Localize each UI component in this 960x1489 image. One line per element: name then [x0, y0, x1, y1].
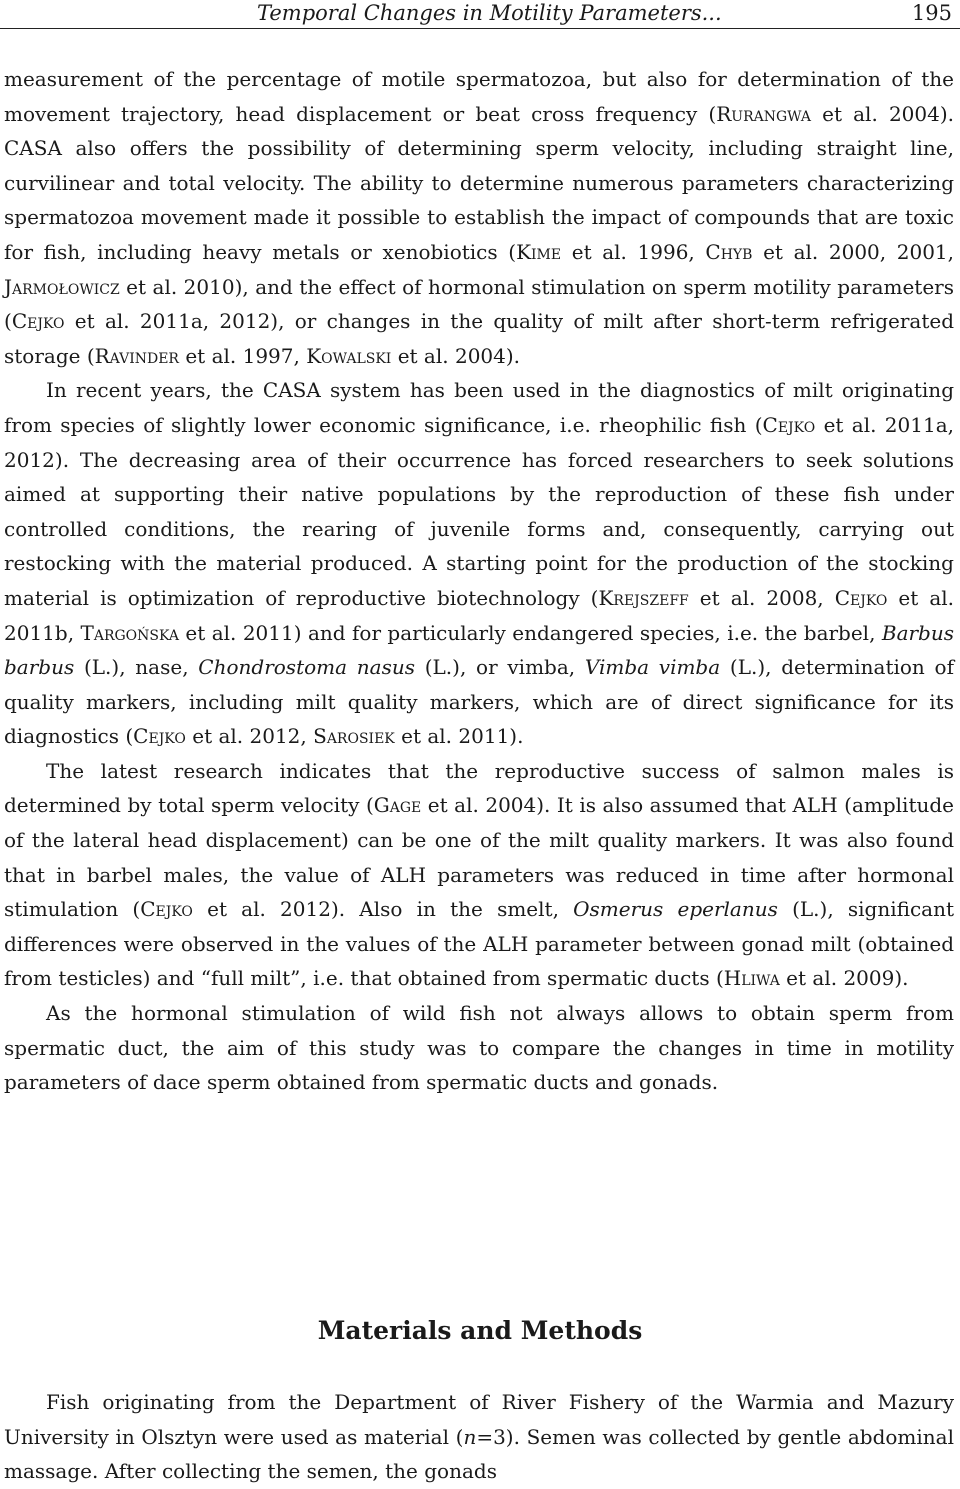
- text-run: et al. 2012). Also in the smelt,: [192, 897, 574, 922]
- species-name: Vimba vimba: [584, 655, 721, 680]
- methods-text: [4, 1385, 954, 1489]
- text-run: =3). Semen was collected by gentle abdominal massage. After collecting the semen, the gonads: [4, 1424, 954, 1484]
- methods-paragraph-1: [4, 1385, 954, 1489]
- author-name: Cejko: [762, 412, 816, 437]
- author-name: Targońska: [80, 620, 179, 645]
- text-run: et al. 2009).: [779, 966, 909, 991]
- text-run: measurement of the percentage of motile spermatozoa, but also for determination of the movement trajectory, head displacement or beat cross frequency (: [4, 67, 954, 126]
- text-run: et al. 2011).: [394, 724, 524, 749]
- text-run: et al. 2004).: [391, 343, 521, 368]
- author-name: Hliwa: [723, 966, 780, 991]
- author-name: Chyb: [705, 239, 753, 264]
- text-run: et al. 2012,: [185, 724, 314, 749]
- author-name: Kime: [516, 239, 562, 264]
- text-run: Fish originating from the Department of River Fishery of the Warmia and Mazury University in Olsztyn were used as material (: [4, 1390, 954, 1449]
- running-title: Temporal Changes in Motility Parameters...: [257, 1, 722, 25]
- paragraph-4: [4, 996, 954, 1100]
- paragraph-2: [4, 373, 954, 754]
- author-name: Sarosiek: [313, 724, 395, 749]
- text-run: As the hormonal stimulation of wild fish not always allows to obtain sperm from spermatic duct, the aim of this study was to compare the changes in time in motility parameters of dace sperm obtained from spermatic ducts and gonads.: [4, 1001, 954, 1095]
- author-name: Cejko: [834, 585, 888, 610]
- author-name: Cejko: [133, 724, 186, 749]
- text-run: (L.), significant differences were observed in the values of the ALH parameter between gonad milt (obtained from testicles) and “full milt”, i.e. that obtained from spermatic ducts (: [4, 897, 954, 991]
- text-run: et al. 2011) and for particularly endangered species, i.e. the barbel,: [179, 620, 882, 645]
- text-run: (L.), determination of quality markers, including milt quality markers, which are of direct significance for its diagnostics (: [4, 655, 954, 749]
- species-name: Chondrostoma nasus: [198, 655, 415, 680]
- species-name: Osmerus eperlanus: [573, 897, 778, 922]
- text-run: (L.), or vimba,: [414, 655, 585, 680]
- text-run: et al. 2011a, 2012), or changes in the quality of milt after short-term refrigerated storage (: [4, 309, 954, 368]
- text-run: (L.), nase,: [74, 655, 199, 680]
- text-run: et al. 2004). CASA also offers the possibility of determining sperm velocity, including straight line, curvilinear and total velocity. The ability to determine numerous parameters characterizing spermatozoa movement made it possible to establish the impact of compounds that are toxic for fish, including heavy metals or xenobiotics (: [4, 101, 955, 264]
- text-run: et al. 1997,: [178, 343, 307, 368]
- body-text: [4, 62, 954, 1100]
- running-header: [0, 0, 960, 29]
- author-name: Gage: [373, 793, 422, 818]
- author-name: Kowalski: [306, 343, 392, 368]
- section-heading: Materials and Methods: [317, 1316, 643, 1345]
- paragraph-3: [4, 754, 954, 996]
- author-name: Rurangwa: [716, 101, 811, 126]
- paragraph-1: [4, 62, 954, 373]
- text-run: The latest research indicates that the reproductive success of salmon males is determined by total sperm velocity (: [4, 758, 954, 818]
- text-run: et al. 2008,: [688, 585, 835, 610]
- text-run: et al. 2011b,: [4, 585, 954, 645]
- text-run: et al. 2000, 2001,: [752, 239, 954, 264]
- author-name: Ravinder: [94, 343, 179, 368]
- text-run: et al. 2010), and the effect of hormonal stimulation on sperm motility parameters (: [4, 274, 954, 334]
- author-name: Krejszeff: [598, 585, 689, 610]
- author-name: Jarmołowicz: [4, 274, 120, 299]
- variable-symbol: n: [463, 1424, 477, 1449]
- species-name: Barbus barbus: [4, 620, 955, 680]
- author-name: Cejko: [140, 897, 193, 922]
- author-name: Cejko: [11, 309, 65, 334]
- text-run: et al. 2004). It is also assumed that ALH (amplitude of the lateral head displacement) can be one of the milt quality markers. It was also found that in barbel males, the value of ALH parameters was reduced in time after hormonal stimulation (: [4, 793, 954, 922]
- text-run: et al. 2011a, 2012). The decreasing area of their occurrence has forced researchers to seek solutions aimed at supporting their native populations by the reproduction of these fish under controlled conditions, the rearing of juvenile forms and, consequently, carrying out restocking with the material produced. A starting point for the production of the stocking material is optimization of reproductive biotechnology (: [4, 412, 954, 610]
- text-run: In recent years, the CASA system has been used in the diagnostics of milt originating from species of slightly lower economic significance, i.e. rheophilic fish (: [4, 378, 954, 437]
- text-run: et al. 1996,: [561, 239, 706, 264]
- page-number: 195: [911, 1, 952, 25]
